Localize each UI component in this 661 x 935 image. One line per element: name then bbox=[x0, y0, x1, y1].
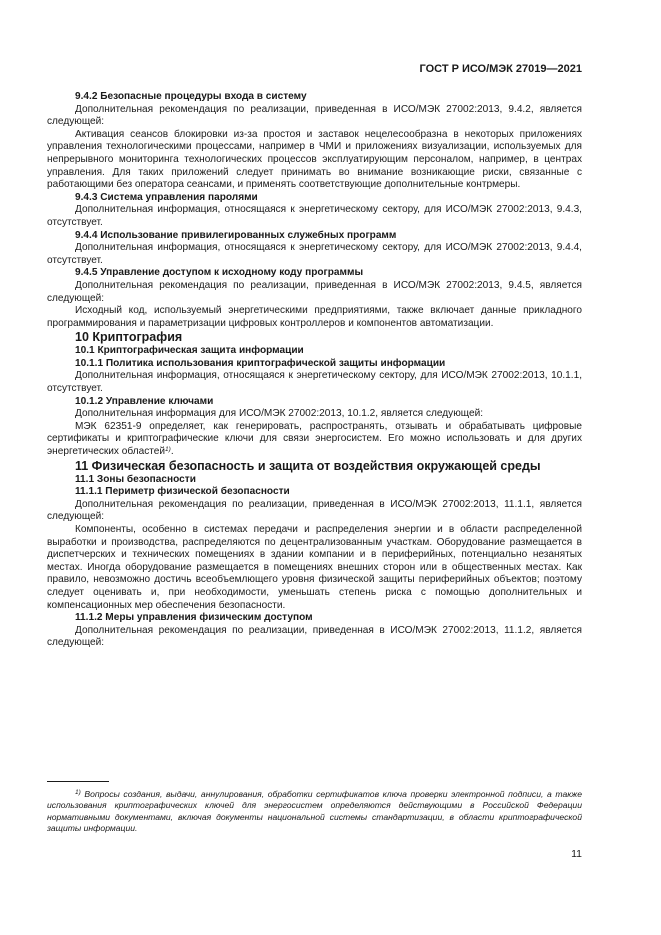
paragraph: Дополнительная информация, относящаяся к энергетическому сектору, для ИСО/МЭК 27002:2013, 9.4.4, отсутствует. bbox=[47, 242, 582, 266]
heading-9-4-2: 9.4.2 Безопасные процедуры входа в систему bbox=[75, 91, 307, 102]
page-body bbox=[47, 91, 582, 650]
paragraph: Дополнительная информация, относящаяся к энергетическому сектору, для ИСО/МЭК 27002:2013, 10.1.1, отсутствует. bbox=[47, 370, 582, 395]
paragraph: Исходный код, используемый энергетическими предприятиями, также включает данные прикладного программирования и параметризации цифровых контроллеров и компонентов автоматизации. bbox=[47, 305, 582, 329]
footnote-text bbox=[47, 789, 582, 835]
footnote-divider bbox=[47, 781, 109, 782]
heading-9-4-5: 9.4.5 Управление доступом к исходному коду программы bbox=[75, 267, 364, 279]
heading-10-1-1: 10.1.1 Политика использования криптографической защиты информации bbox=[75, 357, 446, 369]
paragraph: Дополнительная информация, относящаяся к энергетическому сектору, для ИСО/МЭК 27002:2013, 9.4.3, отсутствует. bbox=[47, 204, 582, 228]
footnote-mark: 1) bbox=[75, 789, 81, 796]
footnote-body: Вопросы создания, выдачи, аннулирования, обработки сертификатов ключа проверки электронной подписи, а также использования криптографических ключей для энергосистем определяются действующими в Российской Федерации нормативными документами, включая документы национальной системы стандартизации, в области криптографической защиты информации. bbox=[47, 789, 582, 834]
footnote bbox=[47, 789, 582, 835]
paragraph-end: . bbox=[170, 446, 174, 458]
paragraph: Дополнительная информация для ИСО/МЭК 27002:2013, 10.1.2, является следующей: bbox=[75, 408, 484, 420]
paragraph: Дополнительная рекомендация по реализации, приведенная в ИСО/МЭК 27002:2013, 9.4.5, является следующей: bbox=[47, 279, 582, 304]
page-number: 11 bbox=[571, 848, 582, 860]
paragraph bbox=[47, 421, 582, 459]
heading-10-1: 10.1 Криптографическая защита информации bbox=[75, 345, 304, 357]
paragraph-text: МЭК 62351-9 определяет, как генерировать, распространять, отзывать и обрабатывать цифровые сертификаты и криптографические ключи для связи энергосистем. Его можно использовать и для других энергетических областей bbox=[47, 420, 582, 458]
paragraph: Компоненты, особенно в системах передачи и распределения энергии и в области распределенной выработки и производства, распределяются по децентрализованным участкам. Оборудование размещается в диспетчерских и технических помещениях в здании компании и в периферийных, потенциально незанятых местах. Иногда оборудование размещается в помещениях внешних сторон или в общественных местах. Как правило, невозможно достичь всеобъемлющего уровня физической защиты периферийных объектов; поэтому следует оценивать и, при необходимости, уменьшать степень риска с помощью дополнительных и компенсационных мер обеспечения безопасности. bbox=[47, 524, 582, 611]
document-header: ГОСТ Р ИСО/МЭК 27019—2021 bbox=[419, 63, 582, 75]
paragraph: Активация сеансов блокировки из-за простоя и заставок нецелесообразна в некоторых приложениях управления технологическими процессами, например в ЧМИ и приложениях визуализации, используемых для непрерывного мониторинга технологических процессов эксплуатирующим персоналом, например, в центрах управления. Для таких приложений следует принимать во внимание возникающие риски, связанные с работающими без оператора сеансами, и применять соответствующие дополнительные контрмеры. bbox=[47, 128, 582, 191]
paragraph: Дополнительная рекомендация по реализации, приведенная в ИСО/МЭК 27002:2013, 11.1.2, является следующей: bbox=[47, 624, 582, 649]
footnote-reference[interactable]: 1) bbox=[165, 446, 171, 454]
heading-11-1: 11.1 Зоны безопасности bbox=[75, 473, 196, 485]
heading-11-1-2: 11.1.2 Меры управления физическим доступом bbox=[75, 612, 313, 624]
paragraph: Дополнительная рекомендация по реализации, приведенная в ИСО/МЭК 27002:2013, 9.4.2, является следующей: bbox=[47, 103, 582, 128]
heading-9-4-4: 9.4.4 Использование привилегированных служебных программ bbox=[75, 229, 397, 241]
paragraph: Дополнительная рекомендация по реализации, приведенная в ИСО/МЭК 27002:2013, 11.1.1, является следующей: bbox=[47, 498, 582, 523]
heading-9-4-3: 9.4.3 Система управления паролями bbox=[75, 191, 258, 203]
section-heading-10: 10 Криптография bbox=[75, 330, 183, 345]
heading-10-1-2: 10.1.2 Управление ключами bbox=[75, 395, 214, 407]
section-heading-11: 11 Физическая безопасность и защита от воздействия окружающей среды bbox=[75, 458, 541, 473]
heading-11-1-1: 11.1.1 Периметр физической безопасности bbox=[75, 486, 290, 498]
